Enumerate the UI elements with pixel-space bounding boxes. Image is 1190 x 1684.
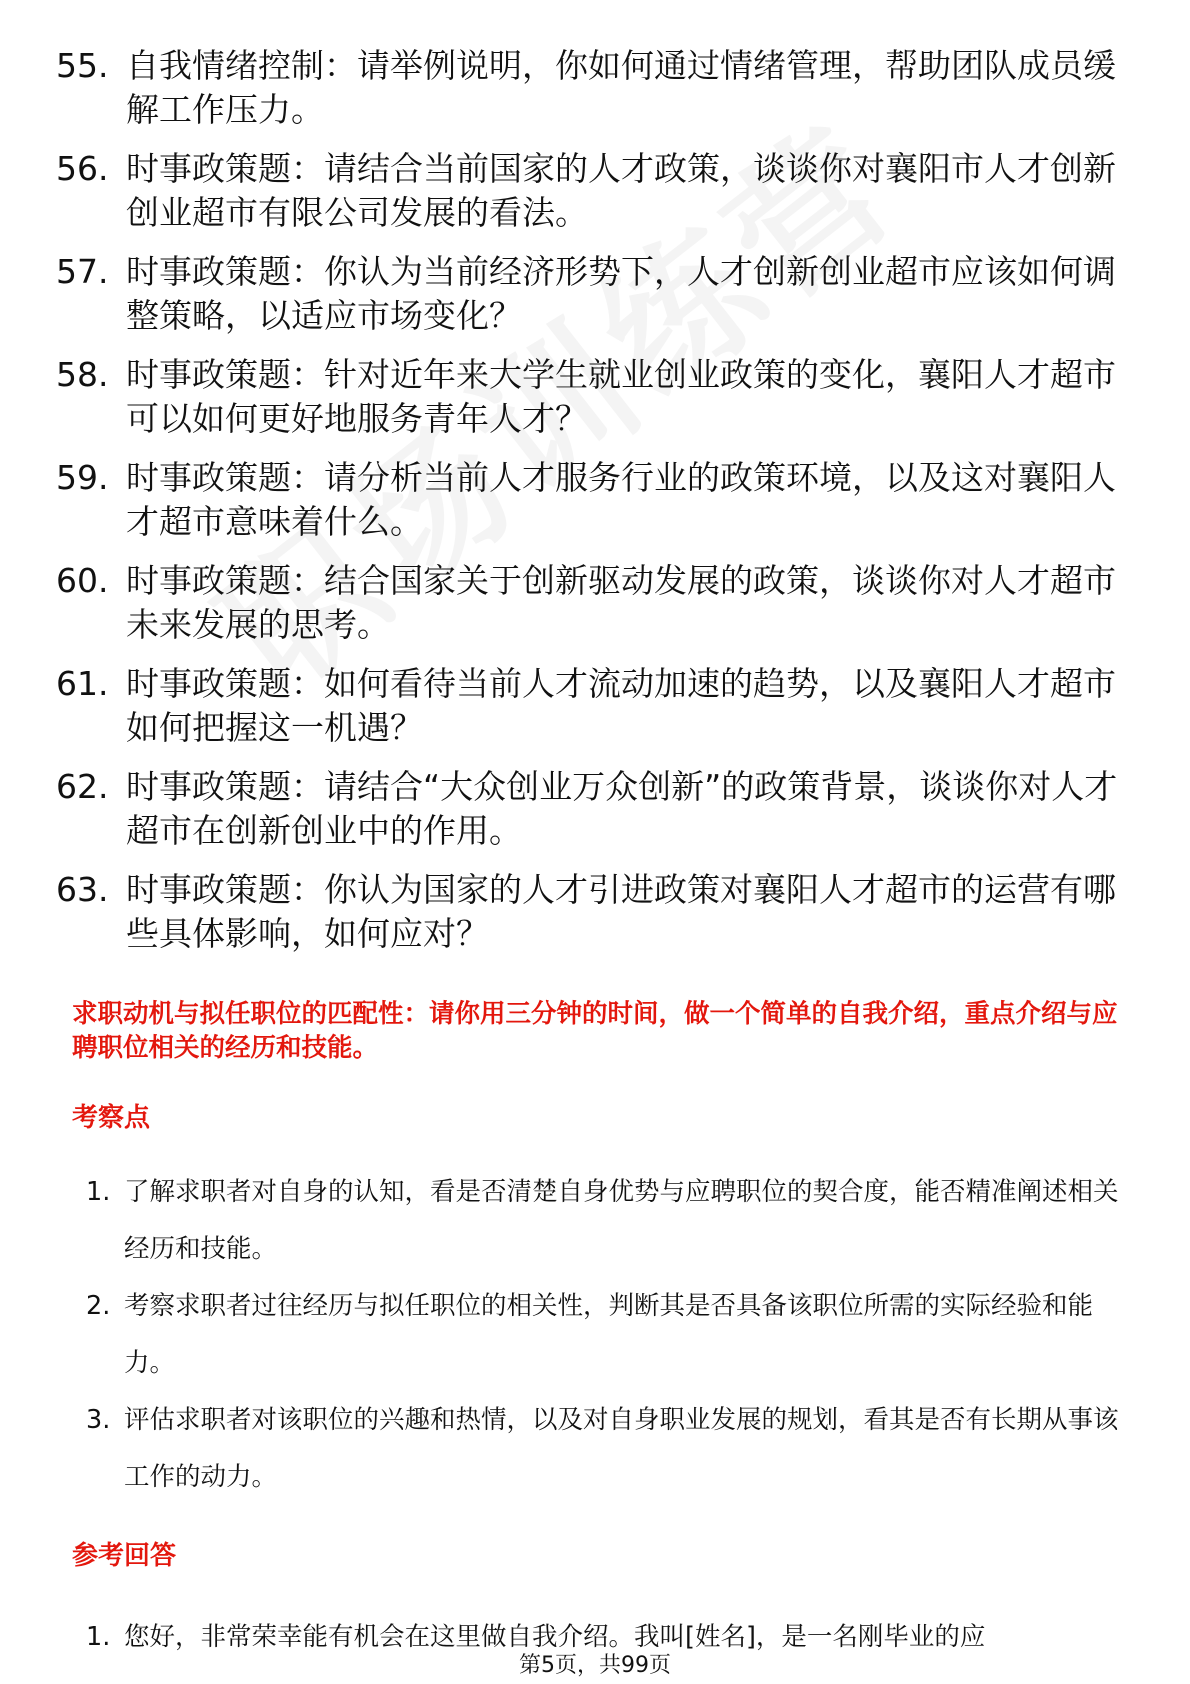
list-item xyxy=(86,1164,1126,1278)
item-text: 时事政策题：请结合当前国家的人才政策，谈谈你对襄阳市人才创新创业超市有限公司发展的看法。 xyxy=(126,149,1116,232)
item-text: 时事政策题：针对近年来大学生就业创业政策的变化，襄阳人才超市可以如何更好地服务青年人才？ xyxy=(126,355,1116,438)
list-item xyxy=(56,456,1136,544)
item-number: 59. xyxy=(56,458,109,497)
item-text: 时事政策题：请分析当前人才服务行业的政策环境，以及这对襄阳人才超市意味着什么。 xyxy=(126,458,1116,541)
assessment-points-list xyxy=(86,1164,1126,1506)
item-number: 3. xyxy=(86,1405,111,1435)
list-item xyxy=(56,44,1136,132)
item-number: 56. xyxy=(56,149,109,188)
item-text: 时事政策题：结合国家关于创新驱动发展的政策，谈谈你对人才超市未来发展的思考。 xyxy=(126,561,1116,644)
list-item xyxy=(86,1392,1126,1506)
item-text: 时事政策题：你认为当前经济形势下，人才创新创业超市应该如何调整策略，以适应市场变化？ xyxy=(126,252,1116,335)
item-text: 时事政策题：如何看待当前人才流动加速的趋势，以及襄阳人才超市如何把握这一机遇？ xyxy=(126,664,1116,747)
assessment-points-label: 考察点 xyxy=(72,1103,151,1133)
list-item xyxy=(56,662,1136,750)
list-item xyxy=(56,559,1136,647)
item-text: 评估求职者对该职位的兴趣和热情，以及对自身职业发展的规划，看其是否有长期从事该工作的动力。 xyxy=(124,1405,1119,1492)
item-number: 55. xyxy=(56,46,109,85)
item-number: 2. xyxy=(86,1291,111,1321)
reference-answer-label: 参考回答 xyxy=(72,1541,177,1571)
item-number: 57. xyxy=(56,252,109,291)
item-text: 了解求职者对自身的认知，看是否清楚自身优势与应聘职位的契合度，能否精准阐述相关经历和技能。 xyxy=(124,1177,1119,1264)
list-item xyxy=(56,765,1136,853)
item-number: 61. xyxy=(56,664,109,703)
item-text: 自我情绪控制：请举例说明，你如何通过情绪管理，帮助团队成员缓解工作压力。 xyxy=(126,46,1116,129)
question-list xyxy=(56,44,1136,971)
page-number: 第5页，共99页 xyxy=(515,1653,675,1678)
item-text: 时事政策题：你认为国家的人才引进政策对襄阳人才超市的运营有哪些具体影响，如何应对？ xyxy=(126,870,1116,953)
section-heading: 求职动机与拟任职位的匹配性：请你用三分钟的时间，做一个简单的自我介绍，重点介绍与应聘职位相关的经历和技能。 xyxy=(72,999,1118,1063)
list-item xyxy=(56,147,1136,235)
list-item xyxy=(56,250,1136,338)
list-item xyxy=(56,868,1136,956)
list-item xyxy=(56,353,1136,441)
item-number: 1. xyxy=(86,1622,111,1652)
item-number: 58. xyxy=(56,355,109,394)
item-number: 62. xyxy=(56,767,109,806)
item-number: 63. xyxy=(56,870,109,909)
item-text: 时事政策题：请结合“大众创业万众创新”的政策背景，谈谈你对人才超市在创新创业中的作用。 xyxy=(126,767,1118,850)
item-text: 考察求职者过往经历与拟任职位的相关性，判断其是否具备该职位所需的实际经验和能力。 xyxy=(124,1291,1094,1378)
list-item xyxy=(86,1278,1126,1392)
item-number: 1. xyxy=(86,1177,111,1207)
item-number: 60. xyxy=(56,561,109,600)
page-footer xyxy=(0,1648,1190,1679)
item-text: 您好，非常荣幸能有机会在这里做自我介绍。我叫[姓名]，是一名刚毕业的应 xyxy=(124,1622,986,1652)
